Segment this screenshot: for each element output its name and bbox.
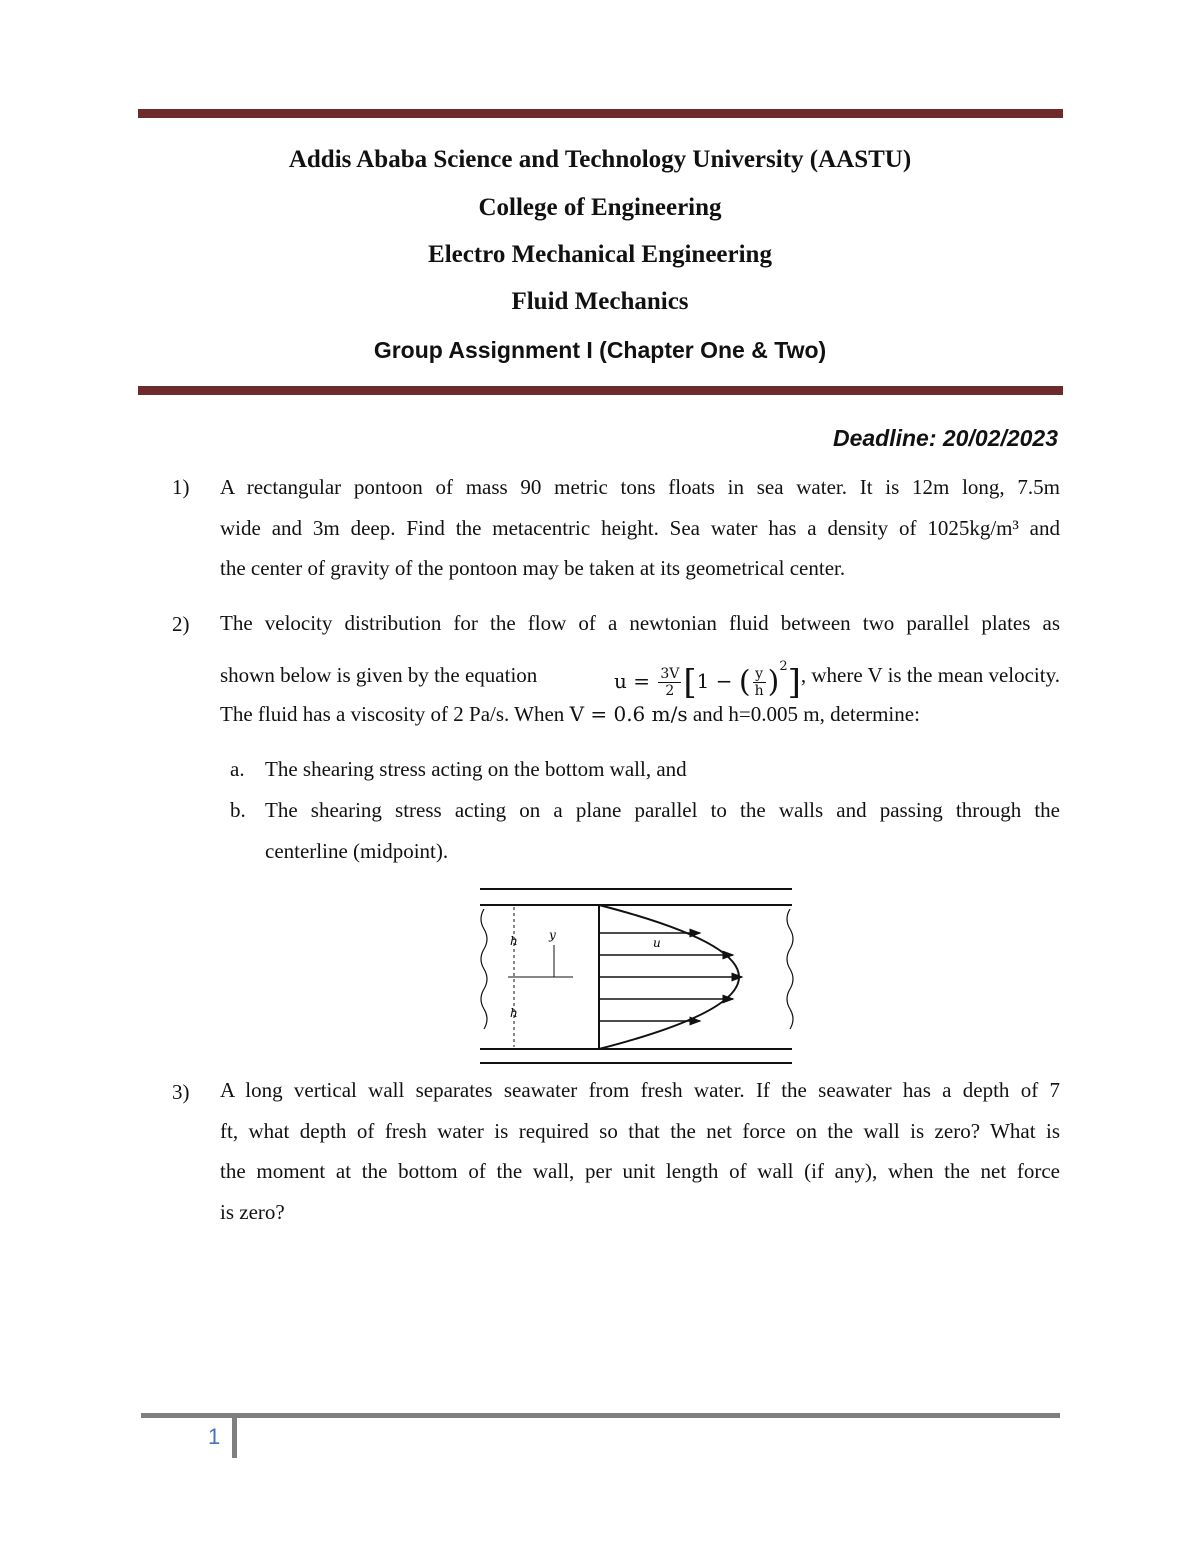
question-number: 3) <box>172 1080 190 1104</box>
bottom-plate <box>480 1049 792 1063</box>
page-number: 1 <box>208 1424 221 1449</box>
paren-open: ( <box>738 664 751 700</box>
eq-h: h <box>754 682 764 699</box>
text-span: The fluid has a viscosity of 2 Pa/s. When <box>220 701 570 726</box>
footer-rule <box>141 1413 1060 1418</box>
course-title: Fluid Mechanics <box>511 288 689 315</box>
text-line: The shearing stress acting on a plane parallel to the walls and passing through the <box>265 798 1060 822</box>
y-label: y <box>549 928 556 942</box>
question-text <box>220 467 1060 589</box>
break-right <box>787 909 793 1029</box>
deadline: Deadline: 20/02/2023 <box>832 425 1058 451</box>
velocity-value: V = 0.6 m/s <box>569 701 688 726</box>
text-span: and h=0.005 m, determine: <box>687 701 920 726</box>
eq-denominator: 2 <box>665 682 675 699</box>
text-line: centerline (midpoint). <box>265 838 449 863</box>
question-text <box>220 603 1060 734</box>
sub-text <box>265 749 1060 790</box>
sub-letter: b. <box>230 798 246 822</box>
eq-y: y <box>753 666 766 683</box>
paren-close: ) <box>767 664 780 700</box>
text-line: A long vertical wall separates seawater from fresh water. If the seawater has a depth of 7 <box>220 1078 1060 1102</box>
eq-numerator: 3V <box>660 665 680 682</box>
college-title: College of Engineering <box>478 194 722 221</box>
university-title: Addis Ababa Science and Technology University (AASTU) <box>288 146 912 173</box>
bracket-open: [ <box>683 662 697 703</box>
velocity-profile-figure <box>478 885 794 1067</box>
footer-divider <box>232 1413 237 1458</box>
u-label: u <box>653 936 661 950</box>
eq-exponent: 2 <box>779 658 788 674</box>
text-span: , where V is the mean velocity. <box>800 662 1060 687</box>
question-number: 2) <box>172 612 190 636</box>
text-line: ft, what depth of fresh water is required so that the net force on the wall is zero? What is <box>220 1118 1060 1143</box>
bracket-close: ] <box>787 662 801 703</box>
assignment-title: Group Assignment I (Chapter One & Two) <box>373 337 827 363</box>
text-span: shown below is given by the equation <box>220 662 538 687</box>
question-text <box>220 1070 1060 1232</box>
eq-one-minus: 1 − <box>696 668 733 693</box>
text-line: wide and 3m deep. Find the metacentric height. Sea water has a density of 1025kg/m³ and <box>220 515 1060 540</box>
top-plate <box>480 889 792 905</box>
velocity-arrows <box>599 933 742 1021</box>
text-line: the center of gravity of the pontoon may be taken at its geometrical center. <box>220 556 846 580</box>
eq-lhs: u = <box>613 668 650 693</box>
text-line: the moment at the bottom of the wall, per unit length of wall (if any), when the net force <box>220 1159 1060 1183</box>
sub-letter: a. <box>230 757 245 781</box>
text-line: is zero? <box>220 1199 285 1224</box>
sub-text <box>265 790 1060 871</box>
header-top-rule <box>138 109 1063 118</box>
h-label-bottom: h <box>510 1006 518 1020</box>
text-line: The shearing stress acting on the bottom wall, and <box>265 757 687 781</box>
h-label-top: h <box>510 934 518 948</box>
break-left <box>481 909 487 1029</box>
question-number: 1) <box>172 475 190 499</box>
header-bottom-rule <box>138 386 1063 395</box>
text-line: A rectangular pontoon of mass 90 metric tons floats in sea water. It is 12m long, 7.5m <box>220 475 1060 499</box>
department-title: Electro Mechanical Engineering <box>428 241 772 268</box>
text-line: The velocity distribution for the flow of a newtonian fluid between two parallel plates as <box>220 611 1060 635</box>
